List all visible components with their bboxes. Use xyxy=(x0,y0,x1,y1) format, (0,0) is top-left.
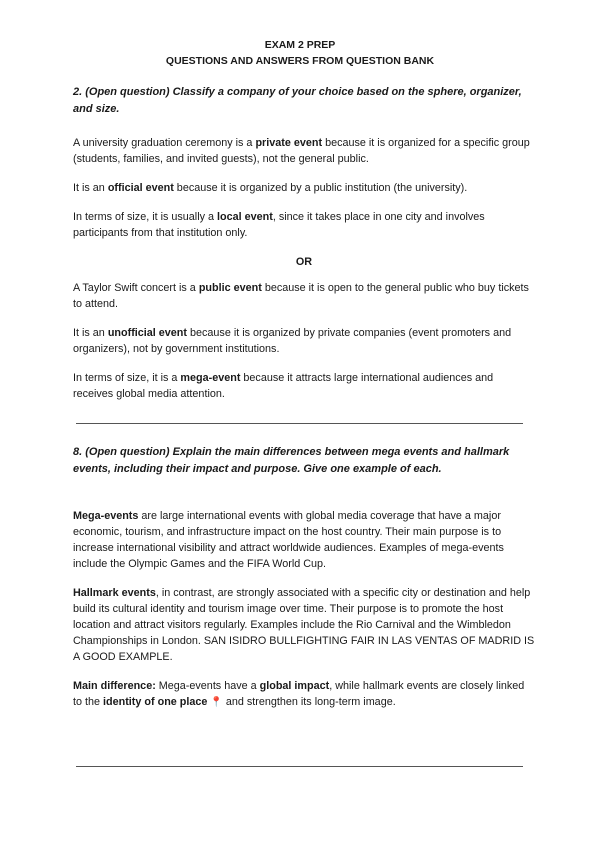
bold-term: Main difference: xyxy=(73,680,156,692)
or-divider-text: OR xyxy=(295,256,313,268)
text: Mega-events have a xyxy=(155,680,260,692)
text: are large international events with global media coverage that have a major economic, tourism, and infrastructure impact on the host country. Their main purpose is to increase international visibility and attract worldwide audiences. Examples of mega-events include the Olympic Games and the FIFA World Cup. xyxy=(73,510,504,570)
text: , since it takes place in one city and involves participants from that institution only. xyxy=(73,211,485,239)
text: In terms of size, it is a xyxy=(73,372,181,384)
bold-term: public event xyxy=(198,282,262,294)
text: A Taylor Swift concert is a xyxy=(73,282,199,294)
bold-term: official event xyxy=(107,182,174,194)
bold-term: identity of one place xyxy=(103,696,208,708)
location-pin-icon: 📍 xyxy=(210,697,223,708)
text: because it is organized by private companies (event promoters and organizers), not by government institutions. xyxy=(73,327,512,355)
section-divider xyxy=(76,423,523,424)
answer-paragraph xyxy=(73,585,535,665)
text: because it attracts large international audiences and receives global media attention. xyxy=(73,372,494,400)
text: It is an xyxy=(73,182,108,194)
text: It is an xyxy=(73,327,108,339)
question-8-heading: 8. (Open question) Explain the main differences between mega events and hallmark events, including their impact and purpose. Give one example of each. xyxy=(73,446,510,475)
answer-paragraph xyxy=(73,508,535,572)
bold-term: unofficial event xyxy=(107,327,188,339)
section-divider xyxy=(76,766,523,767)
answer-paragraph xyxy=(73,280,535,312)
text: because it is open to the general public who buy tickets to attend. xyxy=(73,282,529,310)
bold-term: private event xyxy=(255,137,323,149)
text: A university graduation ceremony is a xyxy=(73,137,256,149)
text: , while hallmark events are closely linked to the xyxy=(73,680,525,708)
text: and strengthen its long-term image. xyxy=(222,696,396,708)
bold-term: mega-event xyxy=(180,372,241,384)
text: , in contrast, are strongly associated with a specific city or destination and help build its cultural identity and tourism image over time. Their purpose is to promote the host location and attract visitors regularly. Examples include the Rio Carnival and the Wimbledon Championships in London. SAN ISIDRO BULLFIGHTING FAIR IN LAS VENTAS OF MADRID IS A GOOD EXAMPLE. xyxy=(73,587,535,663)
question-8-section xyxy=(73,444,535,724)
bold-term: global impact xyxy=(259,680,330,692)
bold-term: Mega-events xyxy=(73,510,139,522)
bold-term: Hallmark events xyxy=(73,587,156,599)
document-header xyxy=(0,37,600,69)
text: because it is organized by a public institution (the university). xyxy=(173,182,468,194)
header-title: EXAM 2 PREP xyxy=(264,39,336,51)
question-2-heading: 2. (Open question) Classify a company of your choice based on the sphere, organizer, and size. xyxy=(73,86,522,115)
text: In terms of size, it is usually a xyxy=(73,211,218,223)
header-subtitle: QUESTIONS AND ANSWERS FROM QUESTION BANK xyxy=(165,55,435,67)
answer-paragraph xyxy=(73,135,535,167)
answer-paragraph xyxy=(73,678,535,711)
question-2-section xyxy=(73,84,535,415)
answer-paragraph xyxy=(73,370,535,402)
answer-paragraph xyxy=(73,325,535,357)
answer-paragraph xyxy=(73,209,535,241)
answer-paragraph xyxy=(73,180,535,196)
text: because it is organized for a specific group (students, families, and invited guests), not the general public. xyxy=(73,137,530,165)
bold-term: local event xyxy=(217,211,273,223)
